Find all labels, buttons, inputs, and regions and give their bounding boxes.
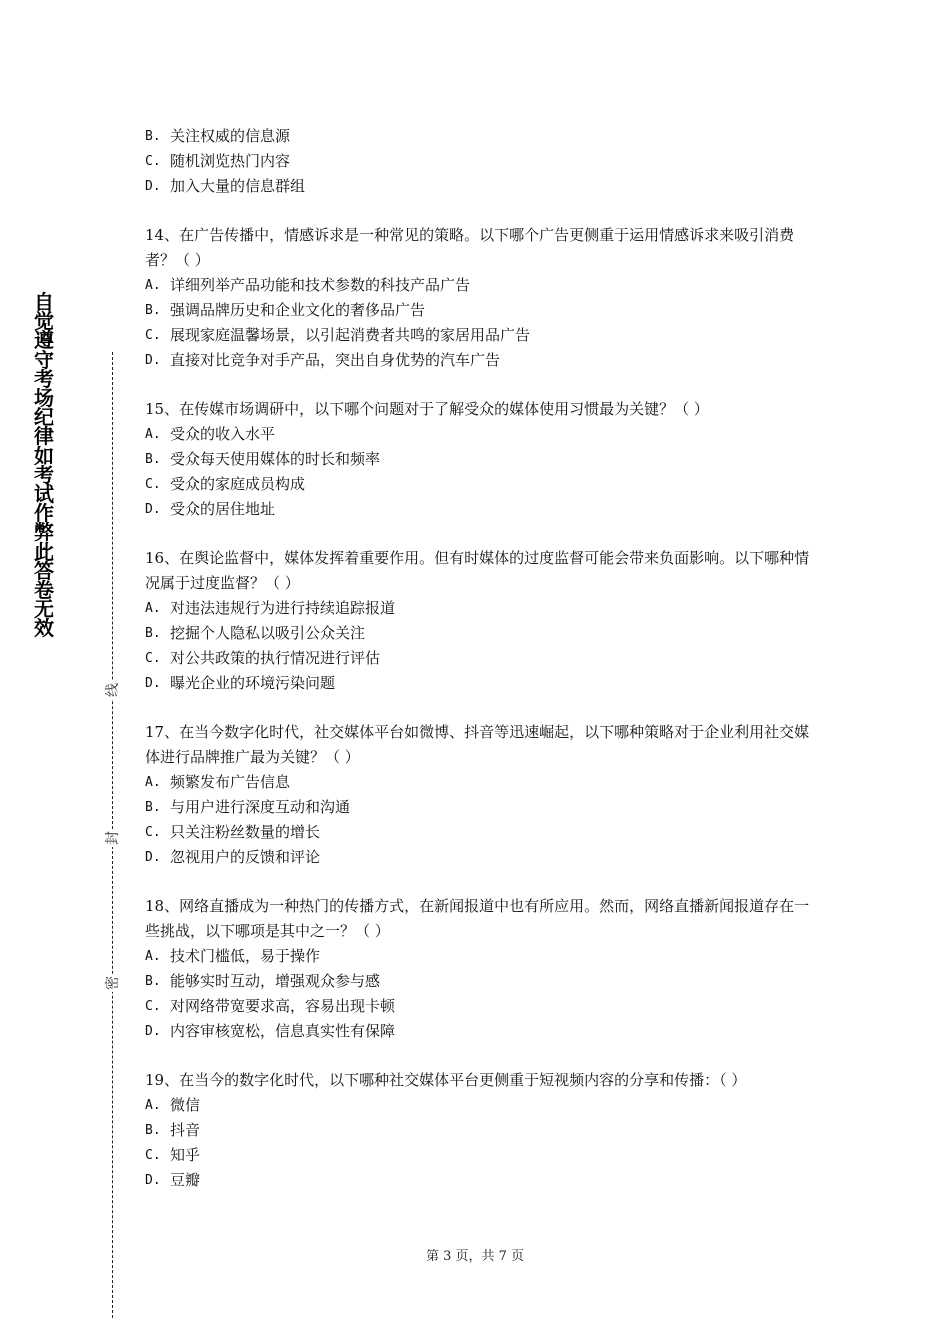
option-text: 受众的收入水平 bbox=[170, 425, 276, 443]
option-text: 频繁发布广告信息 bbox=[170, 773, 291, 791]
question-13-continued bbox=[145, 124, 815, 199]
option-letter: B. bbox=[145, 974, 161, 989]
option-letter: A. bbox=[145, 775, 161, 790]
option-letter: B. bbox=[145, 1123, 161, 1138]
option-text: 与用户进行深度互动和沟通 bbox=[170, 798, 351, 816]
option-letter: C. bbox=[145, 651, 161, 666]
option-text: 受众每天使用媒体的时长和频率 bbox=[170, 450, 381, 468]
option-text: 技术门槛低，易于操作 bbox=[170, 947, 321, 965]
option-a bbox=[145, 422, 815, 447]
option-text: 受众的居住地址 bbox=[170, 500, 276, 518]
option-a bbox=[145, 273, 815, 298]
option-text: 展现家庭温馨场景，以引起消费者共鸣的家居用品广告 bbox=[170, 326, 531, 344]
option-c bbox=[145, 472, 815, 497]
option-letter: C. bbox=[145, 825, 161, 840]
option-letter: A. bbox=[145, 949, 161, 964]
seal-label-feng: 封 bbox=[105, 831, 121, 845]
option-letter: A. bbox=[145, 427, 161, 442]
page-number-footer: 第 3 页，共 7 页 bbox=[425, 1249, 525, 1264]
option-a bbox=[145, 770, 815, 795]
option-text: 忽视用户的反馈和评论 bbox=[170, 848, 321, 866]
option-letter: D. bbox=[145, 1024, 161, 1039]
option-letter: A. bbox=[145, 601, 161, 616]
question-17 bbox=[145, 720, 815, 870]
option-d bbox=[145, 174, 815, 199]
option-c bbox=[145, 149, 815, 174]
question-stem: 14、在广告传播中，情感诉求是一种常见的策略。以下哪个广告更侧重于运用情感诉求来吸引消费者？（ ） bbox=[145, 226, 795, 269]
option-text: 挖掘个人隐私以吸引公众关注 bbox=[170, 624, 366, 642]
option-letter: A. bbox=[145, 278, 161, 293]
question-stem: 18、网络直播成为一种热门的传播方式，在新闻报道中也有所应用。然而，网络直播新闻报道存在一些挑战，以下哪项是其中之一？（ ） bbox=[145, 897, 810, 940]
option-c bbox=[145, 820, 815, 845]
option-text: 强调品牌历史和企业文化的奢侈品广告 bbox=[170, 301, 426, 319]
option-b bbox=[145, 1118, 815, 1143]
question-14 bbox=[145, 223, 815, 373]
option-text: 直接对比竞争对手产品，突出自身优势的汽车广告 bbox=[170, 351, 501, 369]
question-list bbox=[145, 124, 815, 1217]
option-text: 曝光企业的环境污染问题 bbox=[170, 674, 336, 692]
exam-discipline-notice: 自觉遵守考场纪律如考试作弊此答卷无效 bbox=[34, 290, 54, 641]
option-text: 内容审核宽松，信息真实性有保障 bbox=[170, 1022, 396, 1040]
option-text: 只关注粉丝数量的增长 bbox=[170, 823, 321, 841]
option-letter: D. bbox=[145, 353, 161, 368]
question-stem: 15、在传媒市场调研中，以下哪个问题对于了解受众的媒体使用习惯最为关键？（ ） bbox=[145, 400, 709, 418]
option-text: 关注权威的信息源 bbox=[170, 127, 291, 145]
option-letter: A. bbox=[145, 1098, 161, 1113]
option-text: 对网络带宽要求高，容易出现卡顿 bbox=[170, 997, 396, 1015]
option-c bbox=[145, 994, 815, 1019]
option-text: 豆瓣 bbox=[170, 1171, 201, 1189]
option-text: 加入大量的信息群组 bbox=[170, 177, 306, 195]
seal-label-mi: 密 bbox=[105, 976, 121, 990]
option-d bbox=[145, 1019, 815, 1044]
option-d bbox=[145, 1168, 815, 1193]
option-letter: B. bbox=[145, 800, 161, 815]
option-letter: C. bbox=[145, 328, 161, 343]
question-stem: 17、在当今数字化时代，社交媒体平台如微博、抖音等迅速崛起，以下哪种策略对于企业利用社交媒体进行品牌推广最为关键？（ ） bbox=[145, 723, 810, 766]
option-letter: D. bbox=[145, 676, 161, 691]
option-letter: C. bbox=[145, 477, 161, 492]
option-letter: C. bbox=[145, 1148, 161, 1163]
option-a bbox=[145, 944, 815, 969]
option-letter: B. bbox=[145, 626, 161, 641]
option-letter: D. bbox=[145, 179, 161, 194]
option-text: 对公共政策的执行情况进行评估 bbox=[170, 649, 381, 667]
option-a bbox=[145, 1093, 815, 1118]
question-16 bbox=[145, 546, 815, 696]
option-b bbox=[145, 447, 815, 472]
question-15 bbox=[145, 397, 815, 522]
option-b bbox=[145, 124, 815, 149]
option-text: 能够实时互动，增强观众参与感 bbox=[170, 972, 381, 990]
option-letter: B. bbox=[145, 452, 161, 467]
option-text: 随机浏览热门内容 bbox=[170, 152, 291, 170]
option-d bbox=[145, 671, 815, 696]
option-c bbox=[145, 646, 815, 671]
option-text: 详细列举产品功能和技术参数的科技产品广告 bbox=[170, 276, 471, 294]
option-text: 知乎 bbox=[170, 1146, 201, 1164]
option-c bbox=[145, 1143, 815, 1168]
option-letter: C. bbox=[145, 999, 161, 1014]
option-text: 对违法违规行为进行持续追踪报道 bbox=[170, 599, 396, 617]
question-18 bbox=[145, 894, 815, 1044]
option-b bbox=[145, 298, 815, 323]
question-stem: 16、在舆论监督中，媒体发挥着重要作用。但有时媒体的过度监督可能会带来负面影响。以下哪种情况属于过度监督？（ ） bbox=[145, 549, 810, 592]
option-letter: D. bbox=[145, 1173, 161, 1188]
option-text: 抖音 bbox=[170, 1121, 201, 1139]
option-letter: B. bbox=[145, 303, 161, 318]
option-b bbox=[145, 795, 815, 820]
option-a bbox=[145, 596, 815, 621]
question-19 bbox=[145, 1068, 815, 1193]
option-text: 微信 bbox=[170, 1096, 201, 1114]
question-stem: 19、在当今的数字化时代，以下哪种社交媒体平台更侧重于短视频内容的分享和传播：（ ） bbox=[145, 1071, 747, 1089]
option-b bbox=[145, 621, 815, 646]
option-d bbox=[145, 348, 815, 373]
option-letter: B. bbox=[145, 129, 161, 144]
option-letter: D. bbox=[145, 850, 161, 865]
seal-label-xian: 线 bbox=[105, 683, 121, 697]
option-letter: C. bbox=[145, 154, 161, 169]
option-c bbox=[145, 323, 815, 348]
option-text: 受众的家庭成员构成 bbox=[170, 475, 306, 493]
option-d bbox=[145, 845, 815, 870]
option-d bbox=[145, 497, 815, 522]
option-letter: D. bbox=[145, 502, 161, 517]
option-b bbox=[145, 969, 815, 994]
